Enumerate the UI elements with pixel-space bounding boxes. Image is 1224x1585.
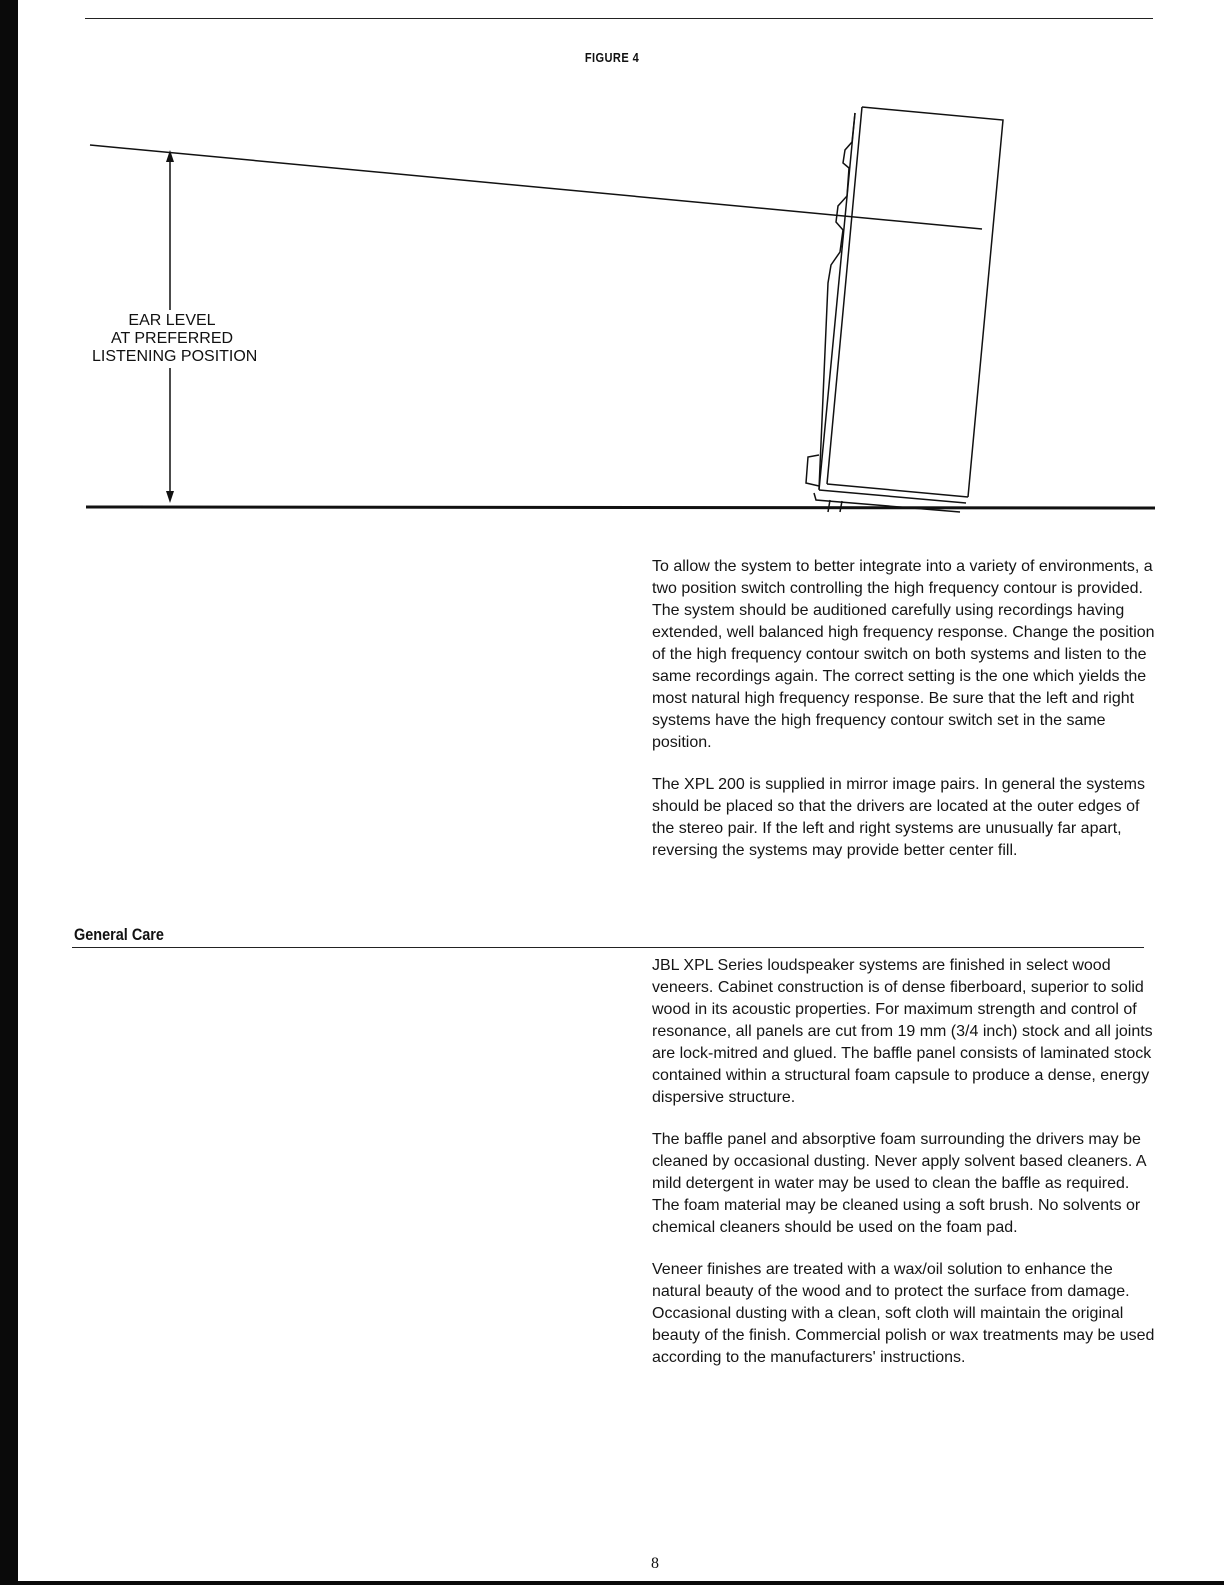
section-heading: General Care — [74, 925, 164, 944]
ear-label-line: LISTENING POSITION — [92, 348, 258, 365]
page-number: 8 — [651, 1555, 659, 1572]
ear-level-label — [92, 310, 258, 368]
paragraph: JBL XPL Series loudspeaker systems are finished in select wood veneers. Cabinet construction is of dense fiberboard, superior to solid wood in its acoustic properties. For maximum strength and control of resonance, all panels are cut from 19 mm (3/4 inch) stock and all joints are lock-mitred and glued. The baffle panel consists of laminated stock contained within a structural foam capsule to produce a dense, energy dispersive structure. — [652, 957, 1153, 1106]
figure-caption: FIGURE 4 — [584, 50, 640, 65]
floor-line — [86, 507, 1155, 508]
paragraph: Veneer finishes are treated with a wax/oil solution to enhance the natural beauty of the wood and to protect the surface from damage. Occasional dusting with a clean, soft cloth will maintain the original beauty of the finish. Commercial polish or wax treatments may be used according to the manufacturers' instructions. — [652, 1261, 1155, 1366]
paragraph: The baffle panel and absorptive foam surrounding the drivers may be cleaned by occasional dusting. Never apply solvent based cleaners. A mild detergent in water may be used to clean the baffle as required. The foam material may be cleaned using a soft brush. No solvents or chemical cleaners should be used on the foam pad. — [652, 1131, 1146, 1236]
speaker-placement-diagram — [0, 0, 1224, 520]
paragraph: To allow the system to better integrate into a variety of environments, a two position switch controlling the high frequency contour is provided. The system should be auditioned carefully using recordings having extended, well balanced high frequency response. Change the position of the high frequency contour switch on both systems and listen to the same recordings again. The correct setting is the one which yields the most natural high frequency response. Be sure that the left and right systems have the high frequency contour switch set in the same position. — [652, 558, 1155, 751]
section-rule — [72, 947, 1144, 948]
ear-label-line: EAR LEVEL — [128, 312, 216, 329]
upper-text-block — [652, 556, 1157, 882]
ear-label-line: AT PREFERRED — [110, 330, 234, 347]
scan-bottom-edge — [0, 1581, 1224, 1585]
paragraph: The XPL 200 is supplied in mirror image pairs. In general the systems should be placed so that the drivers are located at the outer edges of the stereo pair. If the left and right systems are unusually far apart, reversing the systems may provide better center fill. — [652, 776, 1145, 859]
dimension-arrow-bottom — [166, 491, 174, 503]
speaker-cabinet — [806, 107, 1003, 512]
lower-text-block — [652, 955, 1157, 1389]
